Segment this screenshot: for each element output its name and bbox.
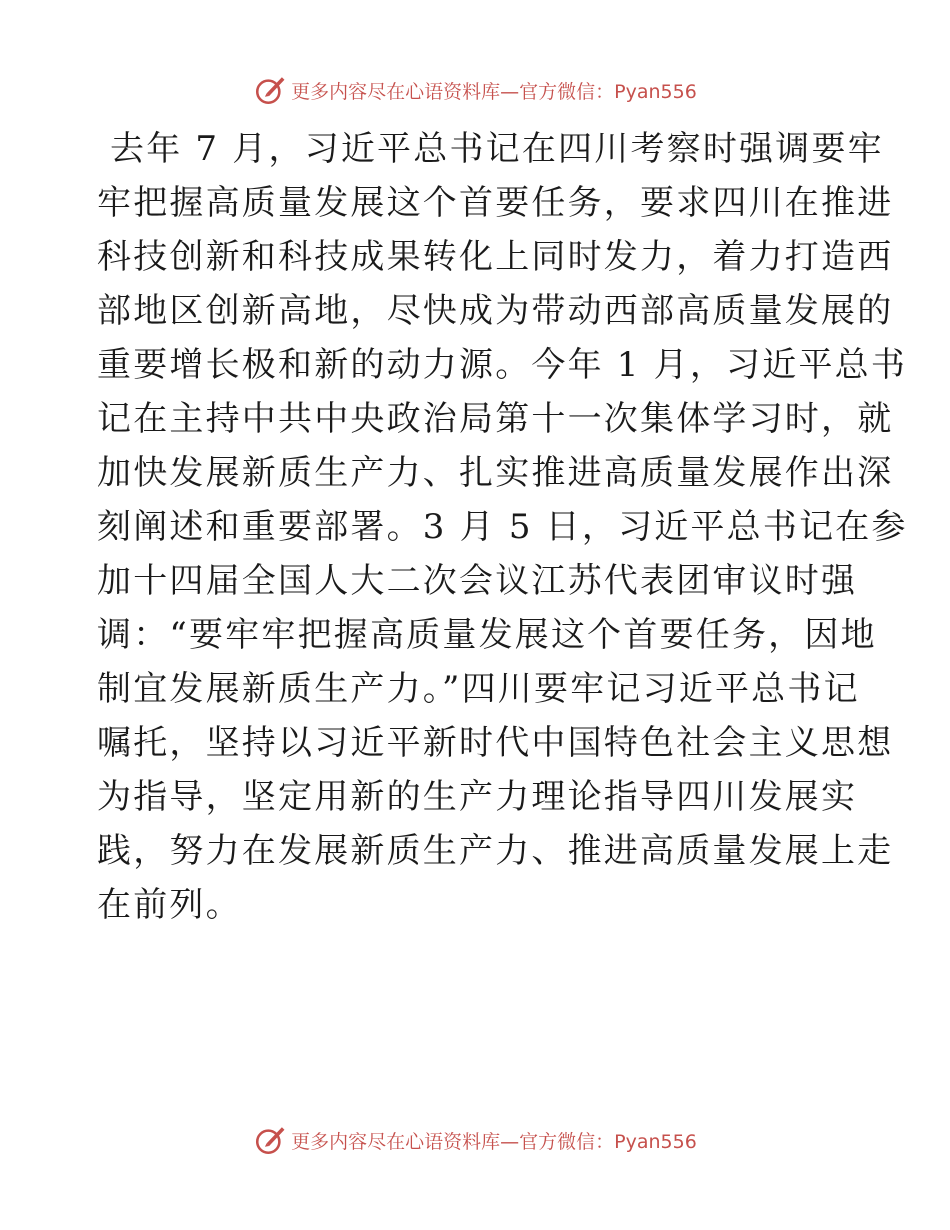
- text-line: 在前列。: [97, 885, 242, 925]
- text-line: 嘱托，坚持以习近平新时代中国特色社会主义思想: [97, 723, 894, 763]
- footer-banner-text: 更多内容尽在心语资料库—官方微信：Pyan556: [291, 1130, 697, 1153]
- header-banner-text: 更多内容尽在心语资料库—官方微信：Pyan556: [291, 80, 697, 103]
- document-body: [97, 122, 908, 932]
- footer-banner: [0, 1120, 950, 1160]
- text-line: 加快发展新质生产力、扎实推进高质量发展作出深: [97, 453, 894, 493]
- text-line: 加十四届全国人大二次会议江苏代表团审议时强: [97, 561, 858, 601]
- text-line: 重要增长极和新的动力源。今年 1 月，习近平总书: [97, 345, 908, 385]
- text-line: 调：“要牢牢把握高质量发展这个首要任务，因地: [97, 615, 877, 655]
- quill-pen-logo-icon: [253, 1123, 287, 1157]
- text-line: 科技创新和科技成果转化上同时发力，着力打造西: [97, 237, 894, 277]
- quill-pen-logo-icon: [253, 73, 287, 107]
- text-line: 牢把握高质量发展这个首要任务，要求四川在推进: [97, 183, 894, 223]
- text-line: 践，努力在发展新质生产力、推进高质量发展上走: [97, 831, 894, 871]
- text-line: 记在主持中共中央政治局第十一次集体学习时，就: [97, 399, 894, 439]
- text-line: 去年 7 月，习近平总书记在四川考察时强调要牢: [97, 129, 884, 169]
- text-line: 刻阐述和重要部署。3 月 5 日，习近平总书记在参: [97, 507, 908, 547]
- text-line: 部地区创新高地，尽快成为带动西部高质量发展的: [97, 291, 894, 331]
- header-banner: [0, 70, 950, 110]
- text-line: 制宜发展新质生产力。”四川要牢记习近平总书记: [97, 669, 860, 709]
- text-line: 为指导，坚定用新的生产力理论指导四川发展实: [97, 777, 858, 817]
